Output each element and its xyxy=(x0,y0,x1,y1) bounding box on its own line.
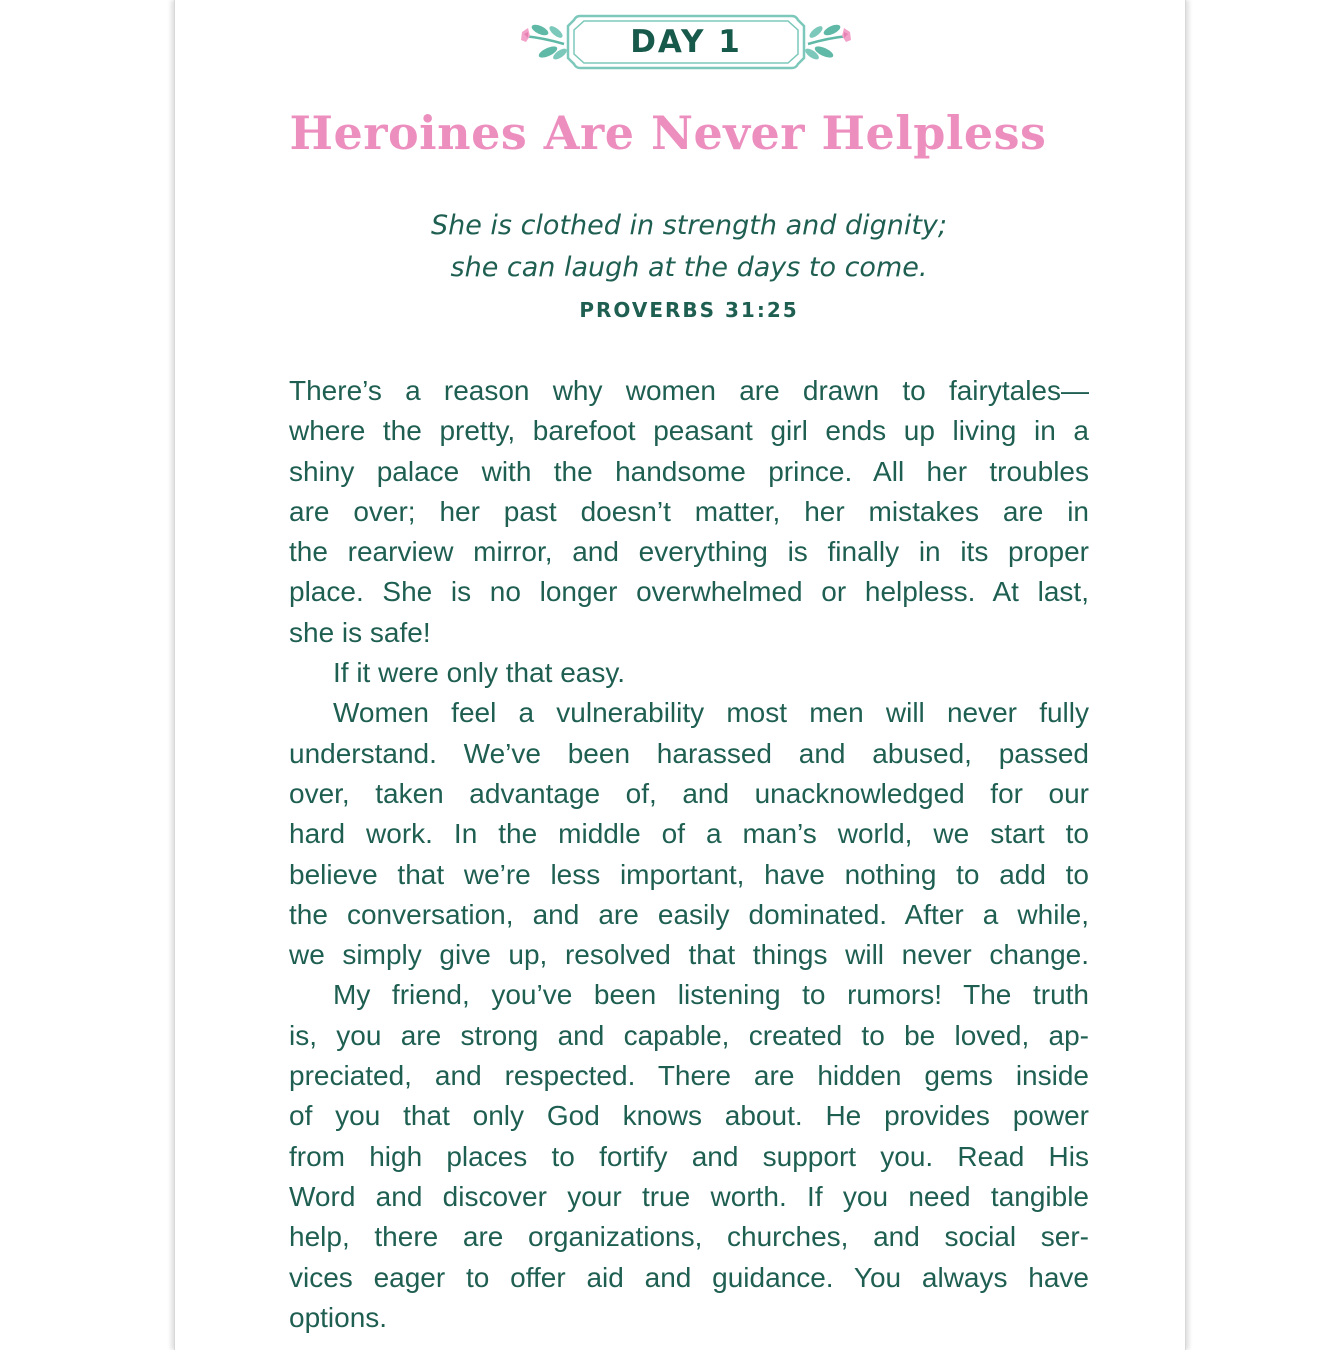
text-line: where the pretty, barefoot peasant girl ends up living in a xyxy=(289,415,1089,447)
body-text xyxy=(289,371,1089,1338)
text-line: we simply give up, resolved that things will never change. xyxy=(289,939,1089,971)
text-line: Word and discover your true worth. If you need tangible xyxy=(289,1180,1089,1212)
text-line: Women feel a vulnerability most men will never fully xyxy=(333,697,1089,729)
text-line: If it were only that easy. xyxy=(333,657,626,689)
text-line: the rearview mirror, and everything is finally in its proper xyxy=(289,536,1089,568)
text-line: from high places to fortify and support you. Read His xyxy=(289,1140,1089,1172)
text-line: is, you are strong and capable, created to be loved, ap- xyxy=(289,1019,1089,1051)
day-label: DAY 1 xyxy=(630,24,742,60)
text-line: place. She is no longer overwhelmed or helpless. At last, xyxy=(289,576,1089,608)
left-flower-sprig-icon xyxy=(521,23,569,62)
text-line: vices eager to offer aid and guidance. You always have xyxy=(289,1261,1089,1293)
paragraph-1 xyxy=(289,371,1089,653)
verse-line-2: she can laugh at the days to come. xyxy=(450,252,928,283)
verse-line-1: She is clothed in strength and dignity; xyxy=(430,210,948,241)
right-flower-sprig-icon xyxy=(803,23,851,62)
verse-reference: PROVERBS 31:25 xyxy=(579,298,799,322)
scripture-verse xyxy=(0,205,1336,289)
text-line: shiny palace with the handsome prince. All her troubles xyxy=(289,455,1089,487)
text-line: help, there are organizations, churches, and social ser- xyxy=(289,1221,1089,1253)
paragraph-4 xyxy=(289,975,1089,1338)
text-line: hard work. In the middle of a man’s world, we start to xyxy=(289,818,1089,850)
text-line: options. xyxy=(289,1301,388,1333)
text-line: over, taken advantage of, and unacknowledged for our xyxy=(289,777,1089,809)
text-line: the conversation, and are easily dominated. After a while, xyxy=(289,898,1089,930)
text-line: she is safe! xyxy=(289,616,431,648)
day-banner xyxy=(518,10,854,74)
paragraph-2 xyxy=(289,653,1089,693)
paragraph-3 xyxy=(289,693,1089,975)
page-title: Heroines Are Never Helpless xyxy=(289,106,1047,160)
text-line: understand. We’ve been harassed and abused, passed xyxy=(289,737,1089,769)
text-line: There’s a reason why women are drawn to fairytales— xyxy=(289,375,1089,406)
text-line: preciated, and respected. There are hidden gems inside xyxy=(289,1060,1089,1092)
text-line: believe that we’re less important, have nothing to add to xyxy=(289,858,1089,890)
text-line: are over; her past doesn’t matter, her mistakes are in xyxy=(289,495,1089,527)
text-line: of you that only God knows about. He provides power xyxy=(289,1100,1089,1132)
text-line: My friend, you’ve been listening to rumors! The truth xyxy=(333,979,1089,1011)
